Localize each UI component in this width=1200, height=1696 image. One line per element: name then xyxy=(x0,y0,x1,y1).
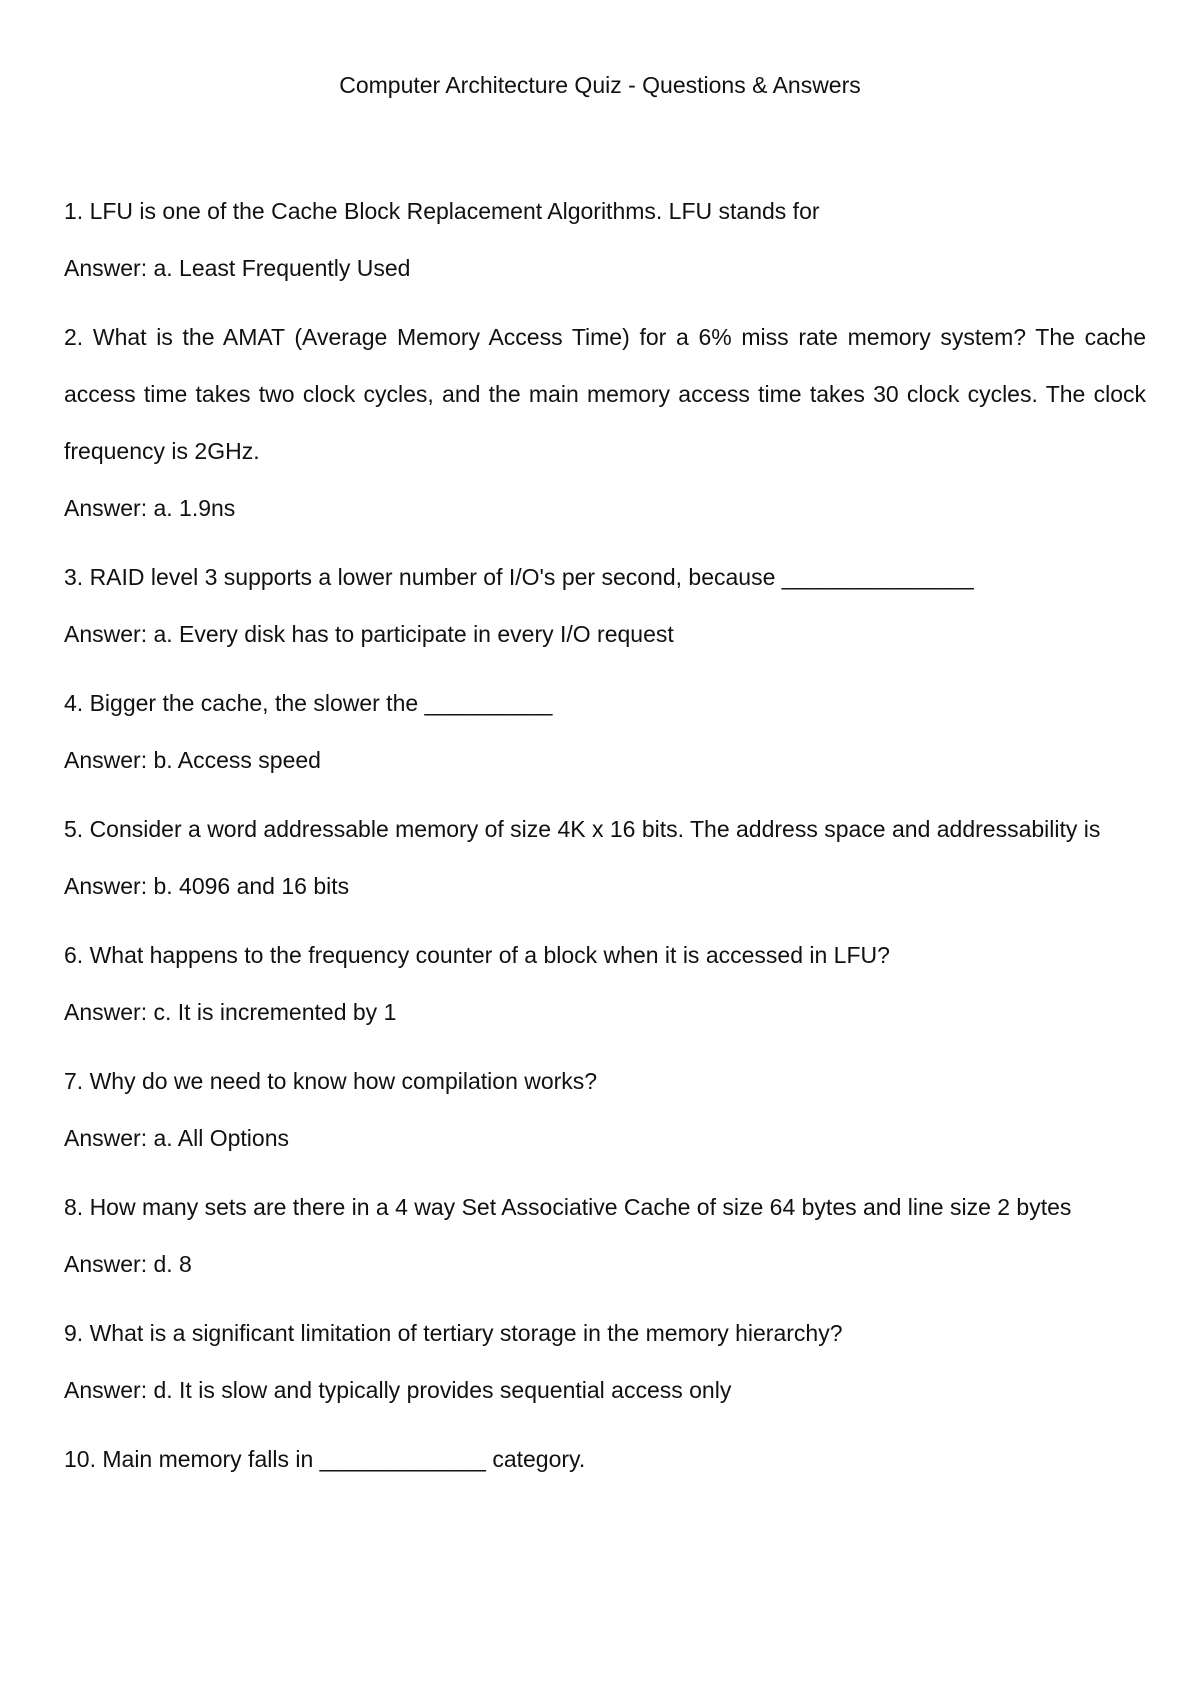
question-5: 5. Consider a word addressable memory of size 4K x 16 bits. The address space and addressability is xyxy=(64,816,1101,842)
qa-item-1 xyxy=(64,183,1146,297)
answer-1: Answer: a. Least Frequently Used xyxy=(64,255,411,281)
qa-item-7 xyxy=(64,1053,1146,1167)
answer-8: Answer: d. 8 xyxy=(64,1251,192,1277)
qa-item-6 xyxy=(64,927,1146,1041)
answer-9: Answer: d. It is slow and typically provides sequential access only xyxy=(64,1377,732,1403)
qa-item-5 xyxy=(64,801,1146,915)
answer-4: Answer: b. Access speed xyxy=(64,747,321,773)
question-6: 6. What happens to the frequency counter of a block when it is accessed in LFU? xyxy=(64,942,890,968)
question-2: 2. What is the AMAT (Average Memory Access Time) for a 6% miss rate memory system? The cache access time takes two clock cycles, and the main memory access time takes 30 clock cycles. The clock frequency is 2GHz. xyxy=(64,324,1146,464)
qa-item-9 xyxy=(64,1305,1146,1419)
question-10: 10. Main memory falls in _____________ category. xyxy=(64,1446,586,1472)
qa-item-2 xyxy=(64,309,1146,537)
question-8: 8. How many sets are there in a 4 way Set Associative Cache of size 64 bytes and line size 2 bytes xyxy=(64,1194,1072,1220)
question-4: 4. Bigger the cache, the slower the __________ xyxy=(64,690,553,716)
answer-2: Answer: a. 1.9ns xyxy=(64,495,236,521)
answer-7: Answer: a. All Options xyxy=(64,1125,289,1151)
question-3: 3. RAID level 3 supports a lower number of I/O's per second, because _______________ xyxy=(64,564,974,590)
answer-6: Answer: c. It is incremented by 1 xyxy=(64,999,397,1025)
qa-list xyxy=(64,183,1146,1500)
qa-item-3 xyxy=(64,549,1146,663)
question-9: 9. What is a significant limitation of tertiary storage in the memory hierarchy? xyxy=(64,1320,843,1346)
answer-3: Answer: a. Every disk has to participate in every I/O request xyxy=(64,621,674,647)
question-7: 7. Why do we need to know how compilation works? xyxy=(64,1068,598,1094)
question-1: 1. LFU is one of the Cache Block Replacement Algorithms. LFU stands for xyxy=(64,198,820,224)
answer-5: Answer: b. 4096 and 16 bits xyxy=(64,873,350,899)
qa-item-4 xyxy=(64,675,1146,789)
document-title: Computer Architecture Quiz - Questions & Answers xyxy=(339,72,861,98)
qa-item-10 xyxy=(64,1431,1146,1488)
qa-item-8 xyxy=(64,1179,1146,1293)
